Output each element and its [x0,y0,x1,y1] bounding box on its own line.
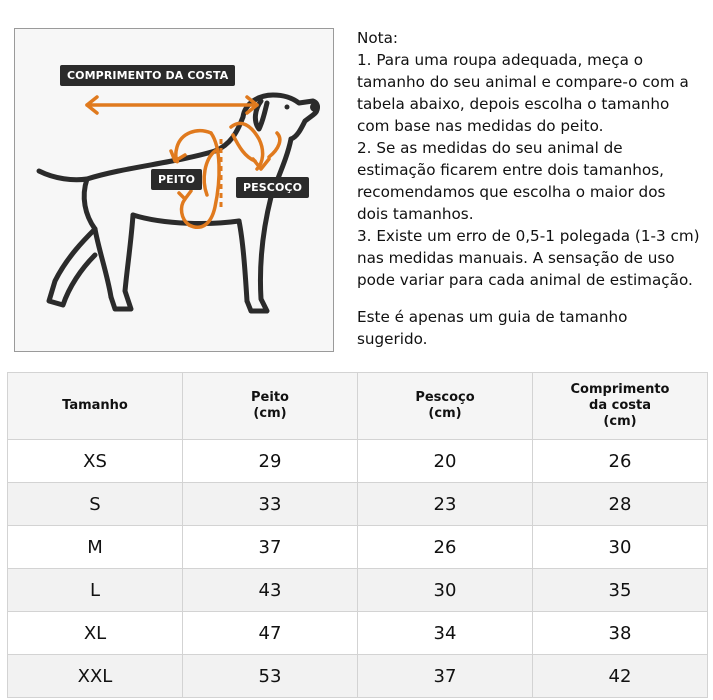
note-line: recomendamos que escolha o maior dos [357,183,666,201]
cell-size: M [8,526,183,569]
note-line: 3. Existe um erro de 0,5-1 polegada (1-3 cm) [357,227,700,245]
cell-neck: 26 [358,526,533,569]
cell-neck: 37 [358,655,533,698]
cell-size: XS [8,440,183,483]
table-row [8,569,708,612]
table-row [8,483,708,526]
cell-neck: 34 [358,612,533,655]
note-footer-line: Este é apenas um guia de tamanho [357,308,628,326]
cell-chest: 29 [183,440,358,483]
note-line: tabela abaixo, depois escolha o tamanho [357,95,670,113]
note-spacer [357,291,709,306]
cell-chest: 37 [183,526,358,569]
header-neck: Pescoço (cm) [358,373,533,440]
cell-back-length: 35 [533,569,708,612]
note-line: pode variar para cada animal de estimação. [357,271,693,289]
cell-back-length: 30 [533,526,708,569]
cell-neck: 30 [358,569,533,612]
cell-chest: 33 [183,483,358,526]
cell-size: XL [8,612,183,655]
cell-back-length: 26 [533,440,708,483]
cell-back-length: 38 [533,612,708,655]
header-back-length: Comprimento da costa (cm) [533,373,708,440]
cell-size: L [8,569,183,612]
cell-size: S [8,483,183,526]
cell-chest: 53 [183,655,358,698]
back-length-label: COMPRIMENTO DA COSTA [60,65,235,86]
note-line: 1. Para uma roupa adequada, meça o [357,51,644,69]
note-line: nas medidas manuais. A sensação de uso [357,249,675,267]
cell-neck: 20 [358,440,533,483]
cell-size: XXL [8,655,183,698]
neck-label: PESCOÇO [236,177,309,198]
size-table [7,372,708,698]
header-size: Tamanho [8,373,183,440]
cell-back-length: 42 [533,655,708,698]
chest-label: PEITO [151,169,202,190]
table-row [8,440,708,483]
cell-chest: 47 [183,612,358,655]
cell-neck: 23 [358,483,533,526]
header-chest: Peito (cm) [183,373,358,440]
note-footer-line: sugerido. [357,330,428,348]
note-line: dois tamanhos. [357,205,474,223]
table-row [8,655,708,698]
table-header-row [8,373,708,440]
note-line: com base nas medidas do peito. [357,117,604,135]
cell-back-length: 28 [533,483,708,526]
table-row [8,526,708,569]
cell-chest: 43 [183,569,358,612]
note-line: 2. Se as medidas do seu animal de [357,139,623,157]
note-line: tamanho do seu animal e compare-o com a [357,73,689,91]
note-line: estimação ficarem entre dois tamanhos, [357,161,664,179]
size-note [357,27,709,350]
table-row [8,612,708,655]
note-title: Nota: [357,29,399,47]
measurement-figure [14,28,334,352]
